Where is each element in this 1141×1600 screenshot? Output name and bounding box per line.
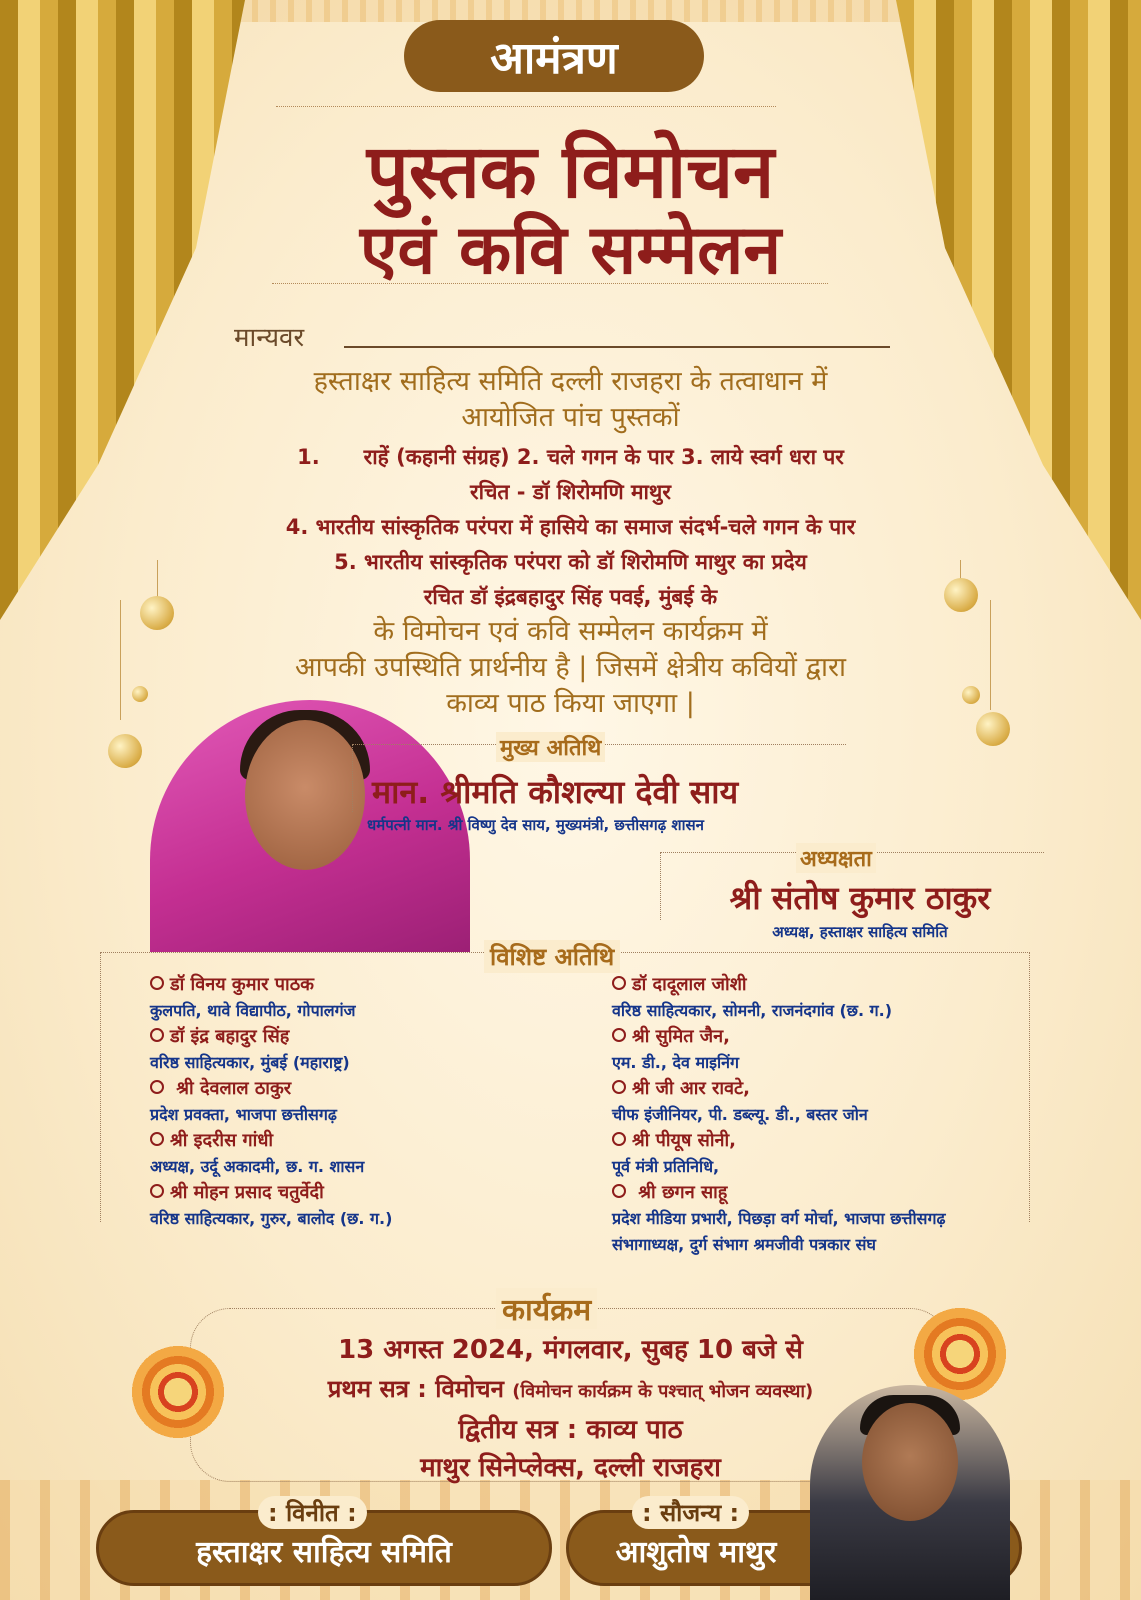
invitation-line: के विमोचन एवं कवि सम्मेलन कार्यक्रम में — [373, 616, 768, 647]
guest-name — [150, 1128, 392, 1154]
footer-right-text: आशुतोष माथुर — [615, 1535, 777, 1570]
guest-name — [150, 1076, 392, 1102]
guest-name — [612, 1128, 945, 1154]
footer-right-label: : सौजन्य : — [632, 1496, 749, 1529]
guest-name-text: श्री पीयूष सोनी, — [632, 1130, 736, 1151]
sponsor-photo — [810, 1385, 1010, 1600]
intro-line: हस्ताक्षर साहित्य समिति दल्ली राजहरा के तत्वाधान में — [313, 366, 828, 397]
president-name: श्री संतोष कुमार ठाकुर — [729, 879, 991, 917]
addressee-label: मान्यवर — [234, 323, 305, 353]
event-title-line2: एवं कवि सम्मेलन — [359, 211, 782, 290]
special-guests-left — [150, 972, 392, 1232]
guest-desc: कुलपति, थावे विद्यापीठ, गोपालगंज — [150, 1001, 356, 1020]
divider — [272, 283, 828, 284]
guest-desc: एम. डी., देव माइनिंग — [612, 1053, 740, 1072]
guest-desc: संभागाध्यक्ष, दुर्ग संभाग श्रमजीवी पत्रकार संघ — [612, 1235, 876, 1254]
guest-name — [150, 1180, 392, 1206]
special-guests-heading: विशिष्ट अतिथि — [484, 940, 620, 973]
flower-bullet-icon — [150, 1132, 164, 1146]
book-line: 5. भारतीय सांस्कृतिक परंपरा को डॉ शिरोमणि माथुर का प्रदेय — [334, 550, 807, 574]
flower-bullet-icon — [150, 1080, 164, 1094]
guest-name — [150, 1024, 392, 1050]
special-guests-right — [612, 972, 945, 1258]
guest-name — [150, 972, 392, 998]
president-heading: अध्यक्षता — [796, 843, 876, 873]
guest-desc: प्रदेश प्रवक्ता, भाजपा छत्तीसगढ़ — [150, 1105, 337, 1124]
photo-face — [245, 720, 365, 870]
session1-label: प्रथम सत्र : विमोचन — [327, 1375, 504, 1403]
flower-decoration-icon — [128, 1342, 228, 1442]
invitation-line: आपकी उपस्थिति प्रार्थनीय है | जिसमें क्षेत्रीय कवियों द्वारा — [294, 652, 846, 683]
guest-name-text: डॉ इंद्र बहादुर सिंह — [170, 1026, 290, 1047]
footer-left-text: हस्ताक्षर साहित्य समिति — [196, 1535, 452, 1570]
invitation-text — [0, 614, 1141, 722]
guest-name-text: श्री इदरीस गांधी — [170, 1130, 274, 1151]
divider — [276, 106, 776, 107]
president-desc: अध्यक्ष, हस्ताक्षर साहित्य समिति — [772, 923, 948, 941]
flower-bullet-icon — [612, 1028, 626, 1042]
guest-name — [612, 1024, 945, 1050]
chief-guest-desc: धर्मपत्नी मान. श्री विष्णु देव साय, मुख्यमंत्री, छत्तीसगढ़ शासन — [367, 816, 704, 834]
book-line: रचित डॉ इंद्रबहादुर सिंह पवई, मुंबई के — [423, 585, 718, 609]
chief-guest-heading: मुख्य अतिथि — [496, 732, 605, 762]
program-date: 13 अगस्त 2024, मंगलवार, सुबह 10 बजे से — [338, 1335, 803, 1365]
flower-bullet-icon — [612, 1080, 626, 1094]
guest-name-text: श्री छगन साहू — [632, 1182, 728, 1203]
program-venue: माथुर सिनेप्लेक्स, दल्ली राजहरा — [420, 1453, 721, 1483]
guest-name — [612, 972, 945, 998]
flower-bullet-icon — [150, 1184, 164, 1198]
intro-text — [0, 364, 1141, 436]
guest-desc: वरिष्ठ साहित्यकार, सोमनी, राजनंदगांव (छ. ग.) — [612, 1001, 893, 1020]
flower-bullet-icon — [612, 976, 626, 990]
photo-face — [862, 1403, 958, 1521]
program-session2: द्वितीय सत्र : काव्य पाठ — [458, 1415, 683, 1445]
flower-bullet-icon — [150, 976, 164, 990]
guest-name-text: डॉ विनय कुमार पाठक — [170, 974, 314, 995]
guest-desc: चीफ इंजीनियर, पी. डब्ल्यू. डी., बस्तर जोन — [612, 1105, 868, 1124]
flower-bullet-icon — [612, 1184, 626, 1198]
chief-guest-name: मान. श्रीमति कौशल्या देवी साय — [372, 773, 739, 811]
guest-name — [612, 1180, 945, 1206]
guest-name-text: डॉ दादूलाल जोशी — [632, 974, 747, 995]
guest-name-text: श्री सुमित जैन, — [632, 1026, 730, 1047]
invitation-line: काव्य पाठ किया जाएगा | — [446, 688, 695, 719]
guest-desc: अध्यक्ष, उर्दू अकादमी, छ. ग. शासन — [150, 1157, 365, 1176]
intro-line: आयोजित पांच पुस्तकों — [461, 402, 680, 433]
guest-desc: वरिष्ठ साहित्यकार, मुंबई (महाराष्ट्र) — [150, 1053, 350, 1072]
guest-desc: पूर्व मंत्री प्रतिनिधि, — [612, 1157, 720, 1176]
book-line: 1. राहें (कहानी संग्रह) 2. चले गगन के पार 3. लाये स्वर्ग धरा पर — [297, 445, 844, 469]
gold-orb — [108, 734, 142, 768]
guest-desc: प्रदेश मीडिया प्रभारी, पिछड़ा वर्ग मोर्चा, भाजपा छत्तीसगढ़ — [612, 1209, 946, 1228]
books-list — [0, 440, 1141, 615]
book-line: 4. भारतीय सांस्कृतिक परंपरा में हासिये का समाज संदर्भ-चले गगन के पार — [285, 515, 856, 539]
flower-bullet-icon — [612, 1132, 626, 1146]
event-title-line1: पुस्तक विमोचन — [366, 129, 775, 215]
guest-name-text: श्री मोहन प्रसाद चतुर्वेदी — [170, 1182, 324, 1203]
guest-name-text: श्री जी आर रावटे, — [632, 1078, 750, 1099]
guest-name — [612, 1076, 945, 1102]
guest-name-text: श्री देवलाल ठाकुर — [170, 1078, 292, 1099]
program-heading: कार्यक्रम — [496, 1288, 597, 1329]
flower-bullet-icon — [150, 1028, 164, 1042]
guest-desc: वरिष्ठ साहित्यकार, गुरुर, बालोद (छ. ग.) — [150, 1209, 393, 1228]
session1-note: (विमोचन कार्यक्रम के पश्चात् भोजन व्यवस्था) — [512, 1381, 814, 1402]
footer-left-label: : विनीत : — [258, 1496, 367, 1529]
book-line: रचित - डॉ शिरोमणि माथुर — [470, 480, 671, 504]
addressee-blank-line — [344, 346, 890, 348]
invitation-badge — [404, 20, 704, 92]
invitation-label: आमंत्रण — [490, 33, 618, 84]
